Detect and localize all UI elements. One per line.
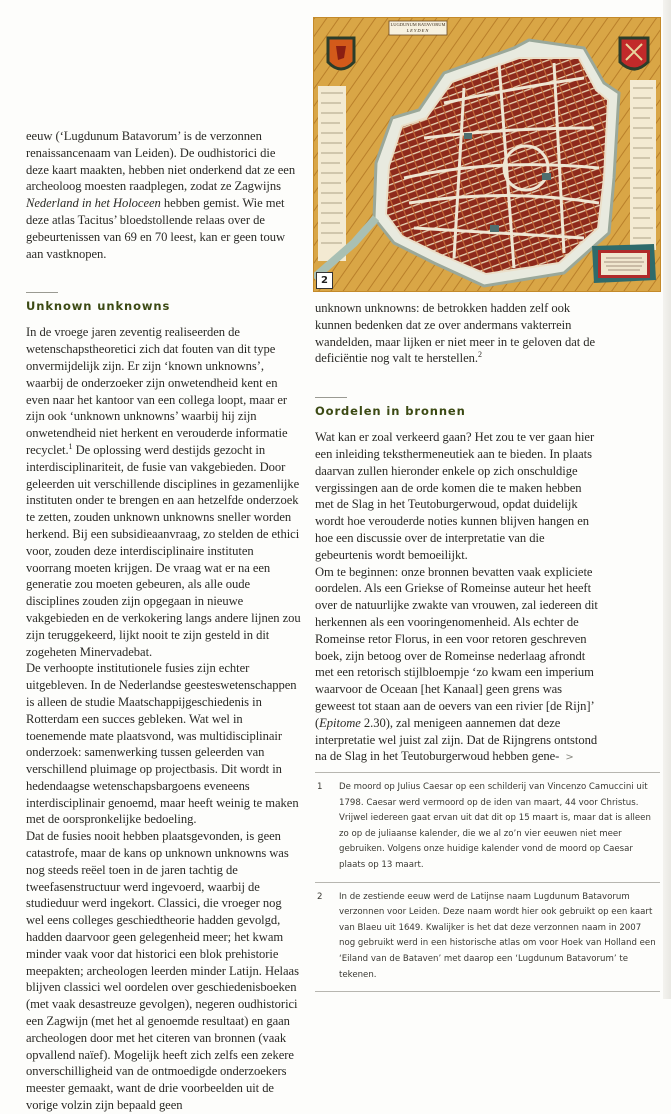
footnote-2	[315, 883, 660, 992]
coat-of-arms-right-icon	[620, 38, 648, 69]
map-cartouche-title	[389, 22, 447, 33]
body-paragraph: Wat kan er zoal verkeerd gaan? Het zou te ver gaan hier een inleiding teksthermeneutiek aan te bieden. In plaats daarvan zullen hieronder enkele op zich onschuldige vergissingen aan de orde komen die te maken hebben met de Slag in het Teutoburgerwoud, opdat duidelijk wordt hoe verouderde noties kunnen blijven hangen en hoe een discussie over de interpretatie van die gebeurtenis wordt bemoeilijkt.	[315, 430, 595, 562]
continue-arrow-icon: >	[565, 752, 574, 764]
page-edge	[663, 0, 671, 999]
source-title-italic: Epitome	[319, 715, 361, 730]
map-illustration	[314, 18, 660, 291]
section-oordelen-in-bronnen	[315, 397, 600, 767]
footnote-1	[315, 773, 660, 882]
continuation-paragraph: unknown unknowns: de betrokken hadden zelf ook kunnen bedenken dat ze over andermans vakterrein wandelden, maar lijken er niet meer in te geloven dat de deficiëntie nog valt te herstellen.$^2$	[315, 301, 596, 366]
body-paragraph: Dat de fusies nooit hebben plaatsgevonden, is geen catastrofe, maar de kans op unknown unknowns was nog steeds reëel toen in de jaren tachtig de tweefasenstructuur werd ingevoerd, waarbij de studieduur werd ingekort. Classici, die vroeger nog wel eens colleges geschiedtheorie hadden gevolgd, hadden daarvoor geen gelegenheid meer; het kwam minder vaak voor dat historici een blok prehistorie meepakten; archeologen leerden minder Latijn. Helaas blijven classici wel oordelen over geschiedenisboeken (met vaak desastreuze gevolgen), negeren oudhistorici een Zagwijn (met het al genoemde resultaat) en gaan archeologen door met het citeren van bronnen (vaak opvallend naïef). Mogelijk heeft zich zelfs een zekere onverschilligheid van de ontmoedigde onderzoekers meester gemaakt, want de drie voorbeelden uit de vorige volzin zijn bepaald geen	[26, 829, 299, 1113]
section-heading: Oordelen in bronnen	[315, 404, 466, 419]
footnote-divider	[315, 991, 660, 992]
intro-paragraph: eeuw (‘Lugdunum Batavorum’ is de verzonnen renaissancenaam van Leiden). De oudhistorici die deze kaart maakten, hebben niet onderkend dat ze een archeoloog moesten raadplegen, zodat ze Zagwijns Nederland in het Holoceen hebben gemist. Wie met deze atlas Tacitus’ bloedstollende relaas over de gebeurtenissen van 69 en 70 leest, kan er geen touw aan vastknopen.	[26, 129, 296, 261]
section-unknown-unknowns	[26, 292, 301, 1113]
cartouche-subtitle-text: LEYDEN	[406, 27, 430, 33]
body-paragraph: Om te beginnen: onze bronnen bevatten vaak expliciete oordelen. Als een Griekse of Romeinse auteur het heeft over de natuurlijke zwakte van vrouwen, zal iedereen dit herkennen als een vooringenomenheid. Als echter de Romeinse retor Florus, in een voor retoren geschreven boek, zijn betoog over de Romeinse nederlaag afrondt met een retorisch stijlbloempje ‘zo kwam een imperium waarvoor de Oceaan [het Kanaal] geen grens was geweest tot staan aan de oevers van een rivier [de Rijn]’ (Epitome 2.30), zal menigeen aannemen dat deze interpretatie wel juist zal zijn. Dat de Rijngrens ontstond na de Slag in het Teutoburgerwoud hebben gene- >	[315, 564, 598, 764]
cartouche-title-text: LUGDUNUM BATAVORUM	[390, 22, 446, 27]
section-rule	[26, 292, 58, 293]
body-paragraph: De verhoopte institutionele fusies zijn echter uitgebleven. In de Nederlandse geesteswetenschappen is alleen de studie Maatschappijgeschiedenis in Rotterdam een succes gebleken. Wat wel in toenemende mate plaatsvond, was multidisciplinair onderzoek: samenwerking tussen geleerden van verschillend pluimage op projectbasis. Dit wordt in hedendaagse wetenschapsbargoens eveneens interdisciplinair genoemd, maar heeft weinig te maken met de oorspronkelijke bedoeling.	[26, 661, 299, 827]
footnotes	[315, 772, 660, 992]
coat-of-arms-left-icon	[328, 38, 354, 69]
footnote-number: 2	[317, 891, 323, 902]
book-title-italic: Nederland in het Holoceen	[26, 196, 161, 211]
left-column	[26, 128, 301, 1114]
body-paragraph: In de vroege jaren zeventig realiseerden de wetenschapstheoretici zich dat fouten van dit type onvermijdelijk zijn. Er zijn ‘known unknowns’, waarbij de onderzoeker zijn onwetendheid kent en even naar het kantoor van een collega loopt, maar er zijn ook ‘unknown unknowns’ waarbij hij zijn onwetendheid niet herkent en verouderde informatie recyclet.$^1$ De oplossing werd destijds gezocht in interdisciplinariteit, de fusie van vakgebieden. Door geleerden uit verschillende disciplines in gezamenlijke instituten onder te brengen en aan hetzelfde onderzoek te zetten, zouden unknown unknowns sneller worden herkend. Bij een subsidieaanvraag, zo stelden de ethici voor, zouden deze interdisciplinaire instituten voorrang moeten krijgen. De vraag wat er na een generatie zou moeten gebeuren, als alle oude disciplines zouden zijn opgegaan in nieuwe vakgebieden en de verkokering langs andere lijnen zou zijn teruggekeerd, lijkt nooit te zijn gesteld in dit zogeheten Minervadebat.	[26, 325, 301, 659]
figure-number-badge: 2	[316, 272, 333, 289]
footnote-text: De moord op Julius Caesar op een schilderij van Vincenzo Camuccini uit 1798. Caesar werd vermoord op de iden van maart, 44 voor Christus. Vrijwel iedereen gaat ervan uit dat dit op 15 maart is, maar dat is alleen zo op de juliaanse kalender, die we al zo’n vier eeuwen niet meer gebruiken. Volgens onze huidige kalender vond de moord op Caesar plaats op 13 maart.	[339, 782, 651, 870]
footnote-ref-1[interactable]: 1	[68, 441, 73, 451]
footnote-text: In de zestiende eeuw werd de Latijnse naam Lugdunum Batavorum verzonnen voor Leiden. Deze naam wordt hier ook gebruikt op een kaart van Blaeu uit 1649. Kwalijker is het dat deze verzonnen naam in 2007 nog gebruikt werd in een historische atlas om voor Hoek van Holland een ‘Eiland van de Bataven’ met daarop een ‘Lugdunum Batavorum’ te tekenen.	[339, 891, 656, 980]
leiden-map-figure	[313, 17, 661, 292]
footnote-number: 1	[317, 782, 323, 792]
right-column	[315, 300, 600, 767]
footnote-ref-2[interactable]: 2	[477, 350, 482, 360]
section-heading: Unknown unknowns	[26, 299, 171, 314]
section-rule	[315, 397, 347, 398]
